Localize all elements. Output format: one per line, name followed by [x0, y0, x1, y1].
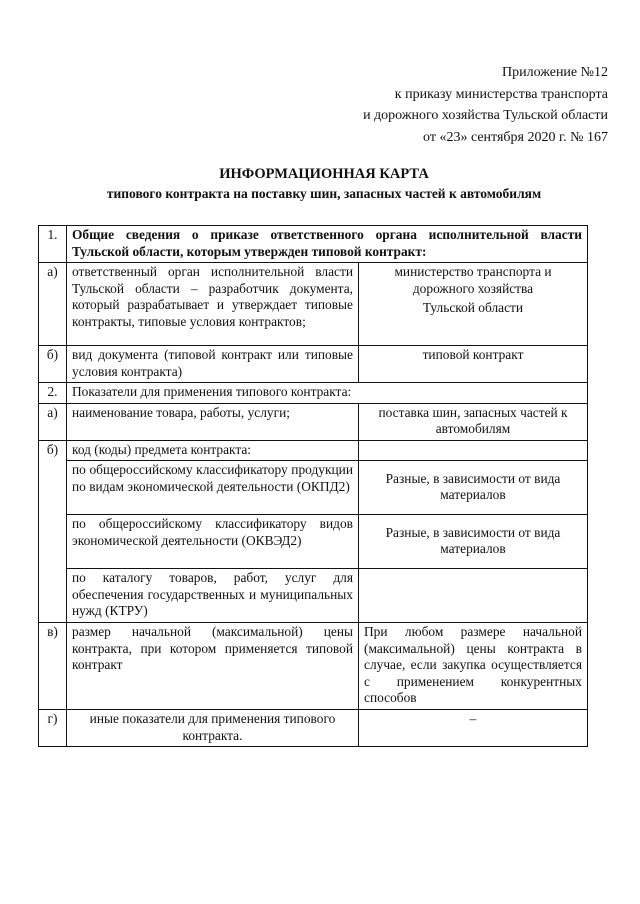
- row-number: а): [39, 263, 67, 346]
- document-title: [38, 164, 610, 204]
- table-row-section-1: [39, 226, 588, 263]
- responsible-authority-value: [359, 263, 588, 346]
- other-indicators-value: –: [359, 710, 588, 747]
- row-number: 1.: [39, 226, 67, 263]
- max-price-value: При любом размере начальной (максимальной) цены контракта в случае, если закупка осуществляется с применением конкурентных способов: [359, 623, 588, 710]
- document-type-label: вид документа (типовой контракт или типовые условия контракта): [67, 346, 359, 383]
- table-row-okved2: [39, 515, 588, 569]
- appendix-date-line: от «23» сентября 2020 г. № 167: [423, 129, 608, 145]
- title-main: ИНФОРМАЦИОННАЯ КАРТА: [219, 166, 429, 182]
- authority-value-line: дорожного хозяйства: [412, 280, 534, 296]
- subject-code-value: [359, 440, 588, 461]
- table-row-2g: [39, 710, 588, 747]
- max-price-label: размер начальной (максимальной) цены контракта, при котором применяется типовой контракт: [67, 623, 359, 710]
- row-number: б): [39, 346, 67, 383]
- responsible-authority-label: ответственный орган исполнительной власти Тульской области – разработчик документа, который разрабатывает и утверждает типовые контракты, типовые условия контрактов;: [67, 263, 359, 346]
- subject-code-label: код (коды) предмета контракта:: [67, 440, 359, 461]
- row-number: 2.: [39, 383, 67, 404]
- row-number: б): [39, 440, 67, 623]
- info-card-table: [38, 225, 588, 747]
- title-subtitle: типового контракта на поставку шин, запасных частей к автомобилям: [106, 186, 542, 201]
- table-row-2a: [39, 403, 588, 440]
- goods-name-label: наименование товара, работы, услуги;: [67, 403, 359, 440]
- ktru-value: [359, 569, 588, 623]
- appendix-ministry-line: и дорожного хозяйства Тульской области: [363, 108, 608, 123]
- table-row-2b: [39, 440, 588, 461]
- authority-value-line: Тульской области: [422, 300, 524, 315]
- section-1-heading: Общие сведения о приказе ответственного органа исполнительной власти Тульской области, которым утвержден типовой контракт:: [67, 226, 588, 263]
- section-2-heading: Показатели для применения типового контракта:: [67, 383, 588, 404]
- row-number: в): [39, 623, 67, 710]
- okpd2-value: Разные, в зависимости от вида материалов: [359, 461, 588, 515]
- okpd2-label: по общероссийскому классификатору продукции по видам экономической деятельности (ОКПД2): [67, 461, 359, 515]
- table-row-1b: [39, 346, 588, 383]
- appendix-header: [248, 62, 608, 148]
- appendix-order-line: к приказу министерства транспорта: [394, 86, 608, 102]
- other-indicators-label: иные показатели для применения типового контракта.: [67, 710, 359, 747]
- table-row-1a: [39, 263, 588, 346]
- table-row-2v: [39, 623, 588, 710]
- table-row-section-2: [39, 383, 588, 404]
- row-number: г): [39, 710, 67, 747]
- okved2-value: Разные, в зависимости от вида материалов: [359, 515, 588, 569]
- okved2-label: по общероссийскому классификатору видов экономической деятельности (ОКВЭД2): [67, 515, 359, 569]
- row-number: а): [39, 403, 67, 440]
- appendix-number: Приложение №12: [502, 65, 608, 80]
- table-row-okpd2: [39, 461, 588, 515]
- goods-name-value: поставка шин, запасных частей к автомобилям: [359, 403, 588, 440]
- document-type-value: типовой контракт: [359, 346, 588, 383]
- table-row-ktru: [39, 569, 588, 623]
- authority-value-line: министерство транспорта и: [394, 264, 552, 279]
- ktru-label: по каталогу товаров, работ, услуг для обеспечения государственных и муниципальных нужд (КТРУ): [67, 569, 359, 623]
